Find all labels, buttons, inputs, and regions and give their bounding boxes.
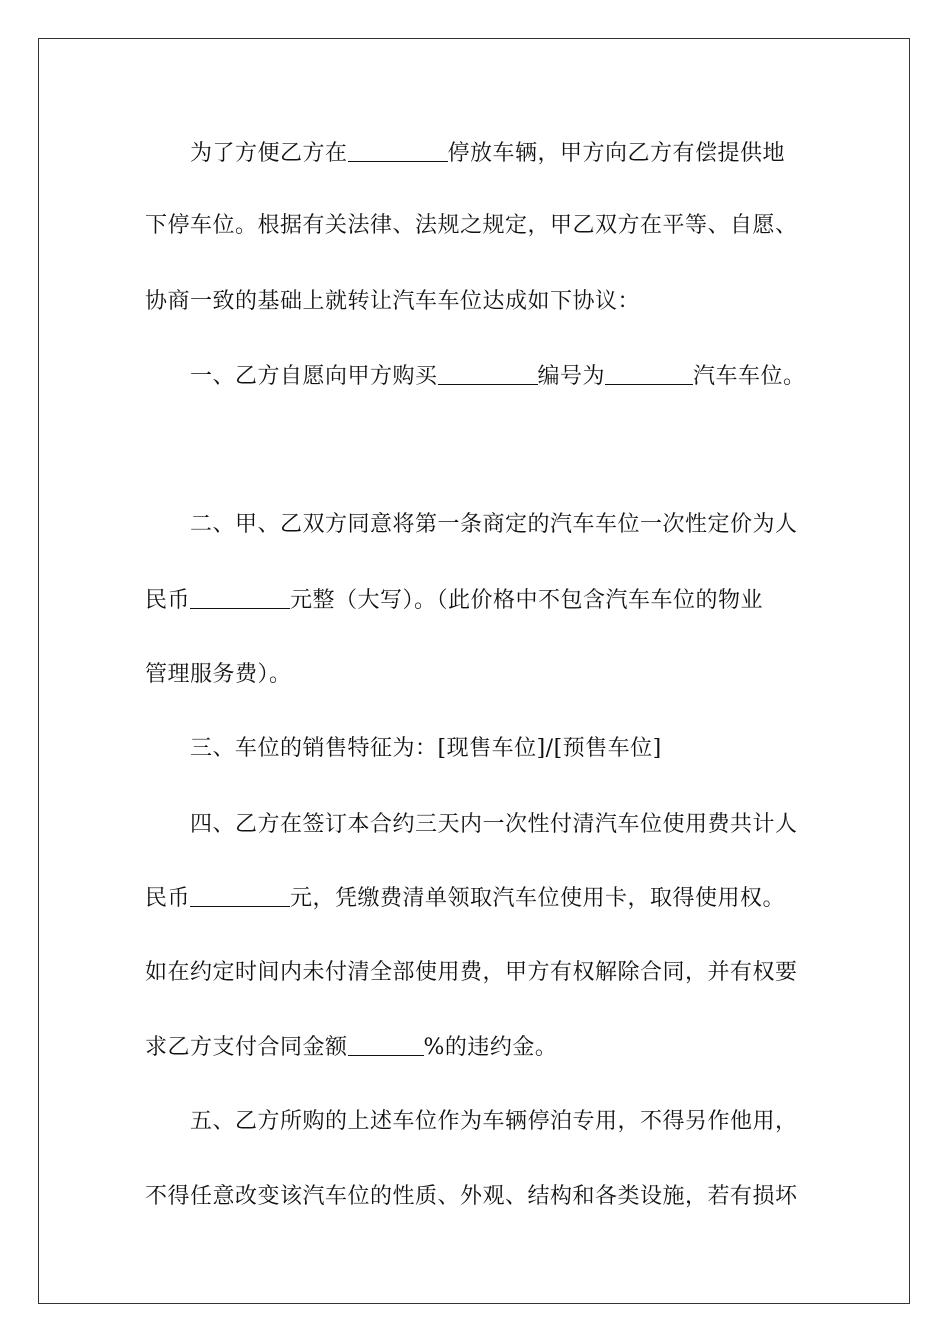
text: 元，凭缴费清单领取汽车位使用卡，取得使用权。 [290, 886, 786, 911]
clause-2-line-3: 管理服务费）。 [145, 662, 292, 687]
clause-5-line-2: 不得任意改变该汽车位的性质、外观、结构和各类设施，若有损坏 [145, 1184, 798, 1209]
paragraph-intro-line-1 [145, 139, 850, 169]
clause-4-line-3: 如在约定时间内未付清全部使用费，甲方有权解除合同，并有权要 [145, 960, 798, 985]
clause-4-line-4 [145, 1033, 805, 1063]
paragraph-intro-line-3: 协商一致的基础上就转让汽车车位达成如下协议： [145, 289, 641, 314]
text: 一、乙方自愿向甲方购买 [190, 364, 438, 389]
clause-3: 三、车位的销售特征为：[现售车位]/[预售车位] [190, 736, 662, 761]
blank-purchase-location [438, 364, 538, 385]
text: 求乙方支付合同金额 [145, 1035, 348, 1060]
text: 民币 [145, 886, 191, 911]
blank-penalty-percent [348, 1035, 424, 1056]
clause-4-line-1: 四、乙方在签订本合约三天内一次性付清汽车位使用费共计人 [190, 812, 798, 837]
clause-2-line-1: 二、甲、乙双方同意将第一条商定的汽车车位一次性定价为人 [190, 512, 798, 537]
paragraph-intro-line-2: 下停车位。根据有关法律、法规之规定，甲乙双方在平等、自愿、 [145, 213, 798, 238]
text: %的违约金。 [423, 1035, 558, 1060]
text: 为了方便乙方在 [190, 141, 348, 166]
text: 停放车辆，甲方向乙方有偿提供地 [447, 141, 786, 166]
text: 汽车车位。 [693, 364, 806, 389]
blank-space-number [605, 364, 693, 385]
blank-parking-location [348, 141, 448, 162]
text: 编号为 [537, 364, 606, 389]
clause-4-line-2 [145, 884, 805, 914]
text: 元整（大写）。（此价格中不包含汽车车位的物业 [290, 588, 764, 613]
clause-1 [145, 362, 850, 392]
clause-2-line-2 [145, 586, 805, 616]
blank-usage-fee [190, 886, 290, 907]
text: 民币 [145, 588, 191, 613]
blank-price [190, 588, 290, 609]
clause-5-line-1: 五、乙方所购的上述车位作为车辆停泊专用，不得另作他用， [190, 1109, 798, 1134]
